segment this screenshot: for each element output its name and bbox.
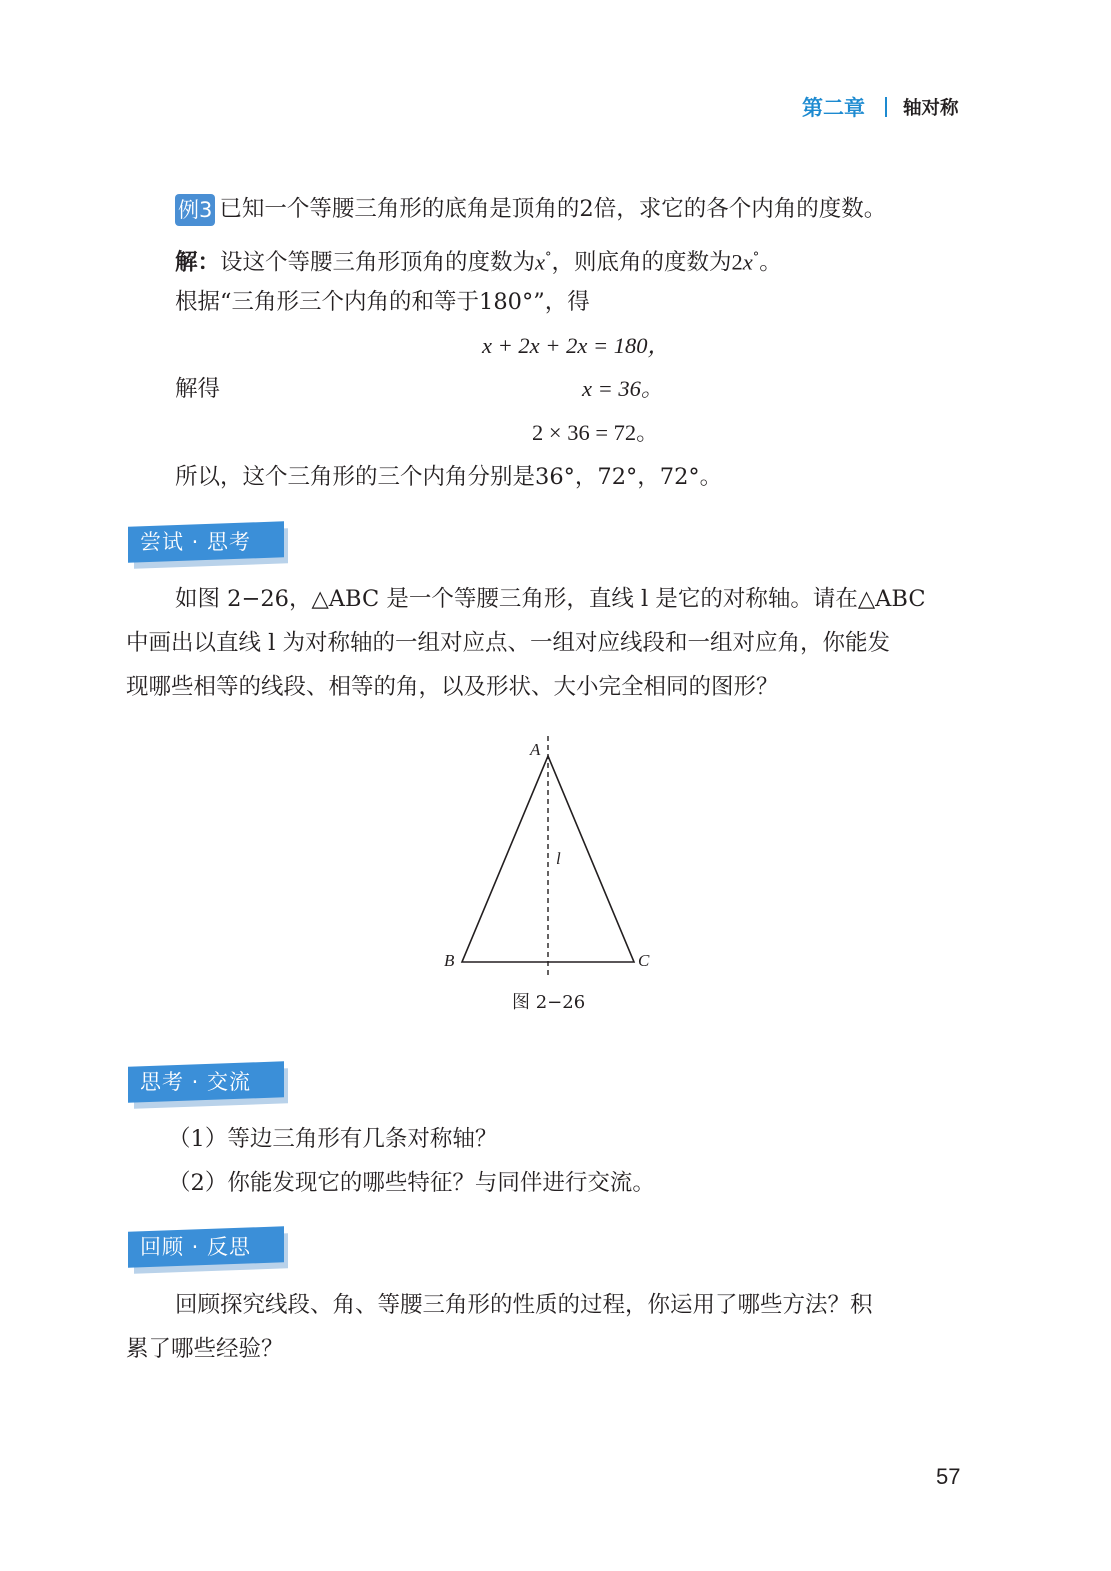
header-divider — [885, 97, 887, 117]
example-problem-text: 已知一个等腰三角形的底角是顶角的2倍，求它的各个内角的度数。 — [219, 196, 887, 222]
chapter-title: 轴对称 — [903, 98, 959, 119]
solve-label: 解得 — [175, 376, 221, 402]
section1-para-line-2: 中画出以直线 l 为对称轴的一组对应点、一组对应线段和一组对应角，你能发 — [126, 630, 891, 656]
banner-label: 回顾 · 反思 — [140, 1235, 252, 1259]
section1-para-line-1: 如图 2−26，△ABC 是一个等腰三角形，直线 l 是它的对称轴。请在△ABC — [175, 586, 926, 612]
solution-text-b: ，则底角的度数为 — [551, 249, 732, 276]
section-banner-think-discuss — [128, 1064, 288, 1106]
solution-label: 解： — [175, 249, 221, 276]
equation-3: 2 × 36 = 72。 — [532, 420, 659, 445]
section-banner-review-reflect — [128, 1229, 288, 1271]
solution-text-c: 。 — [759, 249, 782, 276]
section3-para-line-1: 回顾探究线段、角、等腰三角形的性质的过程，你运用了哪些方法？积 — [175, 1292, 873, 1318]
solution-line-2: 根据“三角形三个内角的和等于180°”，得 — [175, 289, 590, 315]
section3-para-line-2: 累了哪些经验？ — [126, 1336, 284, 1362]
equation-2: x = 36。 — [582, 376, 664, 401]
banner-label: 思考 · 交流 — [140, 1070, 252, 1094]
figure-isosceles-triangle — [430, 730, 670, 990]
axis-label-l: l — [556, 849, 561, 868]
question-1: （1）等边三角形有几条对称轴？ — [168, 1126, 498, 1152]
vertex-label-a: A — [530, 740, 541, 759]
var-x-2: x — [742, 249, 753, 275]
running-header — [802, 92, 959, 122]
degree-mark: ° — [545, 250, 552, 265]
vertex-label-b: B — [444, 951, 455, 970]
section-banner-try-think — [128, 524, 288, 566]
degree-mark-2: ° — [752, 250, 760, 265]
banner-label: 尝试 · 思考 — [140, 530, 252, 554]
conclusion: 所以，这个三角形的三个内角分别是36°，72°，72°。 — [175, 464, 723, 490]
solution-text-a: 设这个等腰三角形顶角的度数为 — [220, 249, 536, 276]
example-badge: 例3 — [175, 194, 215, 226]
solution-line-1 — [175, 243, 782, 278]
page-number: 57 — [936, 1464, 961, 1489]
vertex-label-c: C — [638, 951, 650, 970]
equation-1: x + 2x + 2x = 180， — [482, 333, 671, 358]
var-x: x — [535, 249, 546, 275]
coef-two: 2 — [731, 249, 743, 275]
triangle-abc — [462, 756, 634, 962]
figure-caption: 图 2−26 — [512, 992, 586, 1013]
example-problem — [175, 194, 886, 226]
chapter-label: 第二章 — [802, 96, 865, 120]
question-2: （2）你能发现它的哪些特征？与同伴进行交流。 — [168, 1170, 655, 1196]
section1-para-line-3: 现哪些相等的线段、相等的角，以及形状、大小完全相同的图形？ — [126, 674, 779, 700]
